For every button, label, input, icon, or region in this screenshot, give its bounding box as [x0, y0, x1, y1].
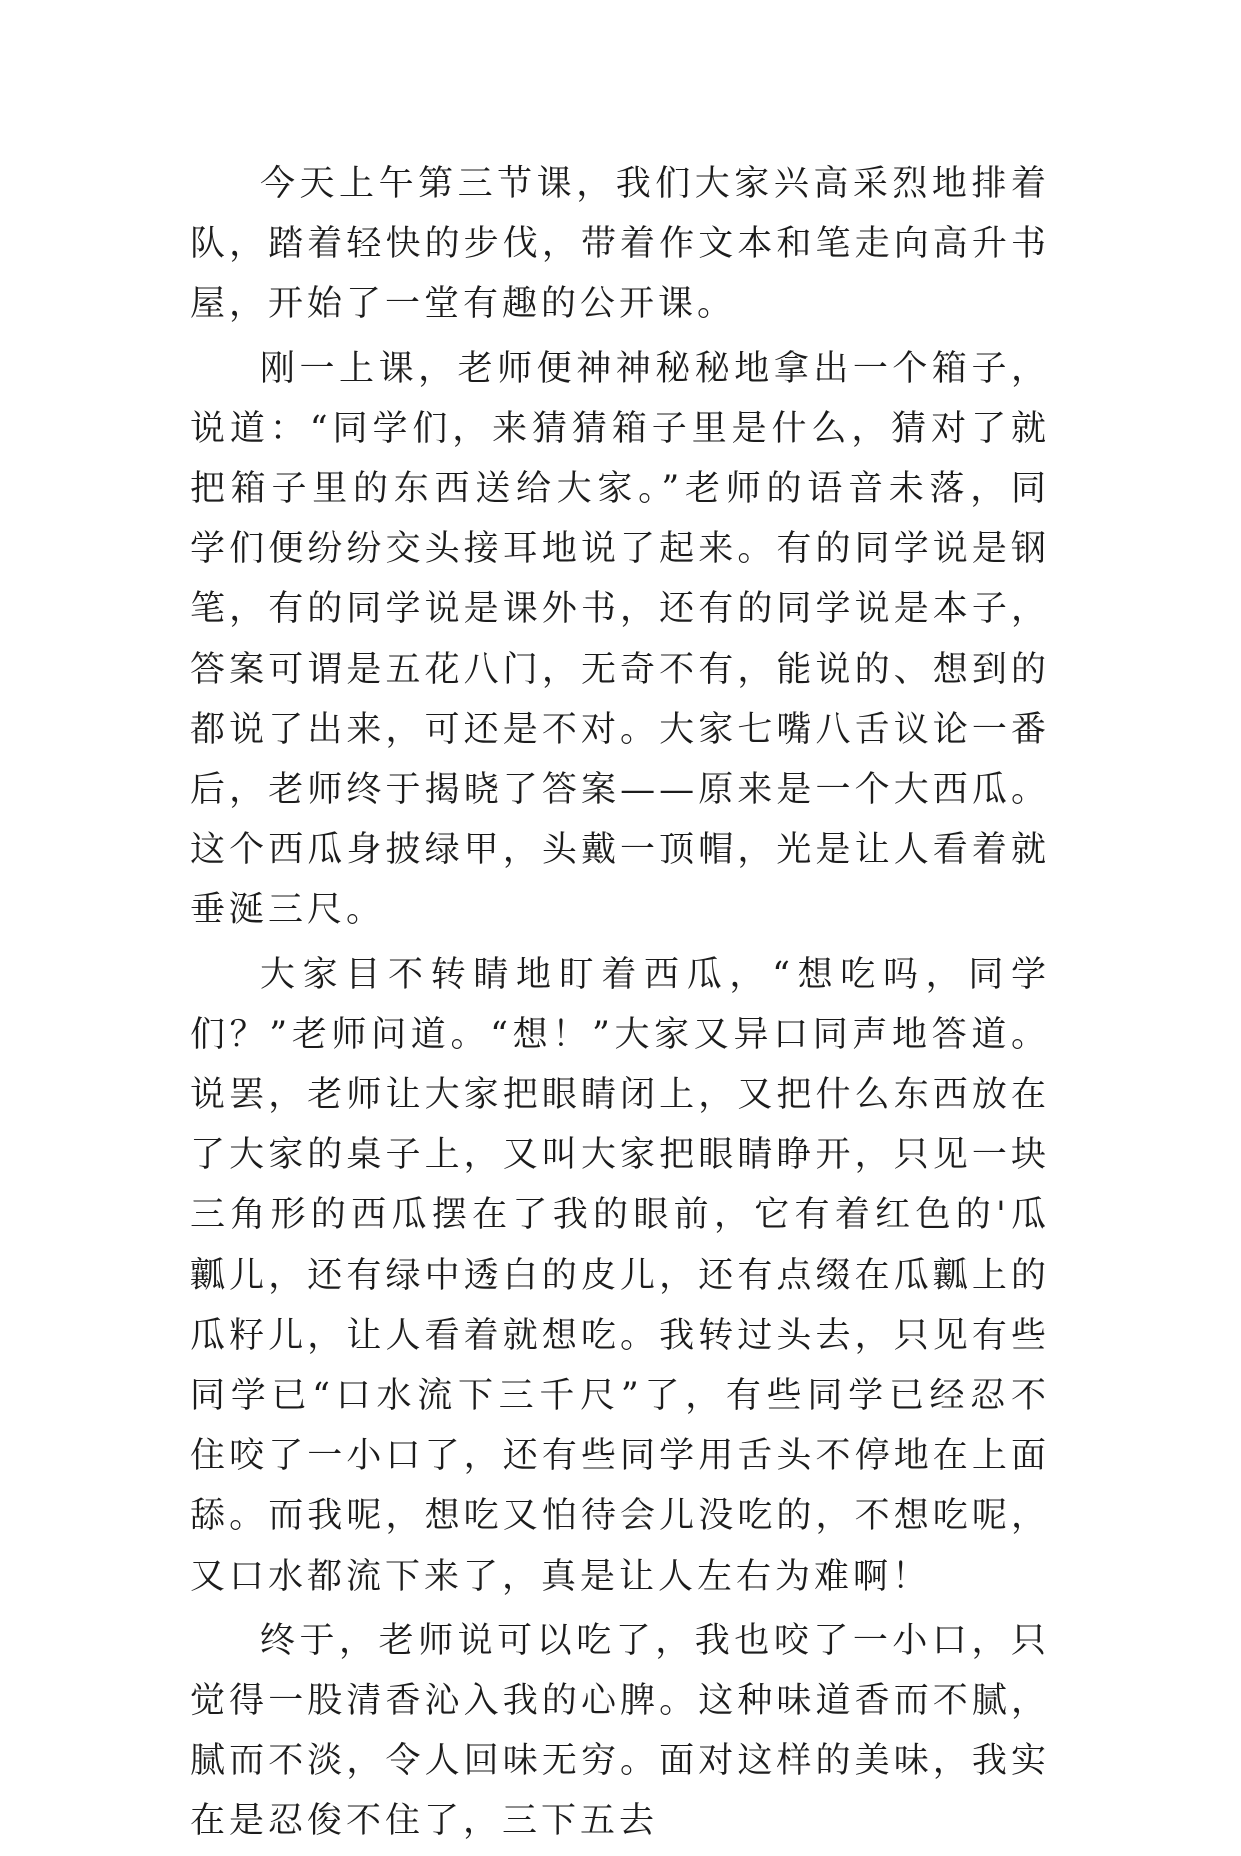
- paragraph-1: 今天上午第三节课，我们大家兴高采烈地排着队，踏着轻快的步伐，带着作文本和笔走向高升书屋，开始了一堂有趣的公开课。: [190, 164, 1050, 325]
- paragraph-3: 大家目不转睛地盯着西瓜，“想吃吗，同学们？”老师问道。“想！”大家又异口同声地答道。说罢，老师让大家把眼睛闭上，又把什么东西放在了大家的桌子上，又叫大家把眼睛睁开，只见一块三角形的西瓜摆在了我的眼前，它有着红色的'瓜瓤儿，还有绿中透白的皮儿，还有点缀在瓜瓤上的瓜籽儿，让人看着就想吃。我转过头去，只见有些同学已“口水流下三千尺”了，有些同学已经忍不住咬了一小口了，还有些同学用舌头不停地在上面舔。而我呢，想吃又怕待会儿没吃的，不想吃呢，又口水都流下来了，真是让人左右为难啊！: [190, 954, 1050, 1597]
- document-body: [190, 154, 1050, 1856]
- paragraph-4: 终于，老师说可以吃了，我也咬了一小口，只觉得一股清香沁入我的心脾。这种味道香而不腻，腻而不淡，令人回味无穷。面对这样的美味，我实在是忍俊不住了，三下五去: [190, 1620, 1050, 1842]
- paragraph-2: 刚一上课，老师便神神秘秘地拿出一个箱子，说道：“同学们，来猜猜箱子里是什么，猜对了就把箱子里的东西送给大家。”老师的语音未落，同学们便纷纷交头接耳地说了起来。有的同学说是钢笔，有的同学说是课外书，还有的同学说是本子，答案可谓是五花八门，无奇不有，能说的、想到的都说了出来，可还是不对。大家七嘴八舌议论一番后，老师终于揭晓了答案——原来是一个大西瓜。这个西瓜身披绿甲，头戴一顶帽，光是让人看着就垂涎三尺。: [190, 348, 1050, 931]
